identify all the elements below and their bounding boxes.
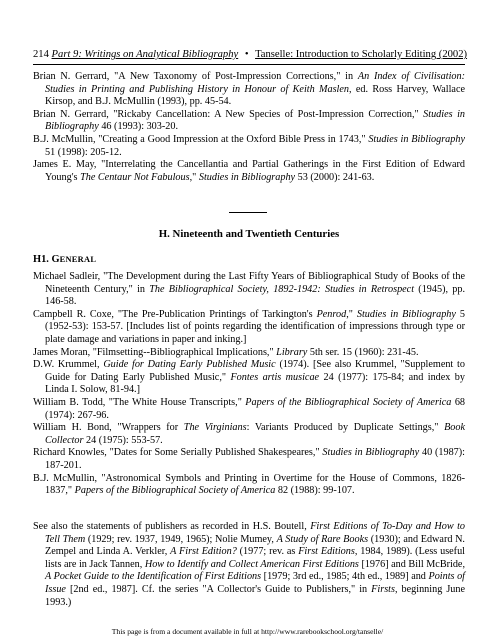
- header-bullet: •: [244, 49, 249, 60]
- bib-entry: B.J. McMullin, "Astronomical Symbols and Printing in Overtime for the House of Commons, 1826-1837," Papers of the Bibliographical Society of America 82 (1988): 99-107.: [33, 472, 465, 497]
- bib-entry: James E. May, "Interrelating the Cancellantia and Partial Gatherings in the First Edition of Edward Young's The Centaur Not Fabulous," Studies in Bibliography 53 (2000): 241-63.: [33, 159, 465, 183]
- see-also-paragraph: [33, 521, 465, 609]
- bib-entry: D.W. Krummel, Guide for Dating Early Published Music (1974). [See also Krummel, "Supplement to Guide for Dating Early Published Music," Fontes artis musicae 24 (1977): 175-84; and index by Linda I. Solow, 81-94.]: [33, 359, 465, 396]
- bib-entry: William H. Bond, "Wrappers for The Virginians: Variants Produced by Duplicate Settings," Book Collector 24 (1975): 553-57.: [33, 422, 465, 446]
- bib-entry: Richard Knowles, "Dates for Some Serially Published Shakespeares," Studies in Bibliography 40 (1987): 187-201.: [33, 447, 465, 471]
- subsection-heading: H1. GENERAL: [33, 254, 97, 265]
- bib-entry: Campbell R. Coxe, "The Pre-Publication Printings of Tarkington's Penrod," Studies in Bibliography 5 (1952-53): 153-57. [Includes list of points regarding the identification of impressions through type or plate damage and variations in paper and inking.]: [33, 308, 465, 345]
- bib-entry: B.J. McMullin, "Creating a Good Impression at the Oxford Bible Press in 1743," Studies in Bibliography 51 (1998): 205-12.: [33, 133, 465, 158]
- source-footer: This page is from a document available in full at http://www.rarebookschool.org/tanselle/: [111, 627, 384, 636]
- book-title: Tanselle: Introduction to Scholarly Editing (2002): [255, 49, 468, 60]
- bib-note: See also the statements of publishers as recorded in H.S. Boutell, First Editions of To-Day and How to Tell Them (1929; rev. 1937, 1949, 1965); Nolie Mumey, A Study of Rare Books (1930); and Edward N. Zempel and Linda A. Verkler, A First Edition? (1977; rev. as First Editions, 1984, 1989). (Less useful lists are in Jack Tannen, How to Identify and Collect American First Editions [1976] and Bill McBride, A Pocket Guide to the Identification of First Editions [1979; 3rd ed., 1985; 4th ed., 1989] and Points of Issue [2nd ed., 1987]. Cf. the series "A Collector's Guide to Publishers," in Firsts, beginning June 1993.): [33, 521, 466, 608]
- bibliography-list-top: [33, 71, 465, 184]
- section-heading: H. Nineteenth and Twentieth Centuries: [158, 228, 340, 240]
- bib-entry: Brian N. Gerrard, "A New Taxonomy of Post-Impression Corrections," in An Index of Civilisation: Studies in Printing and Publishing History in Honour of Keith Maslen, ed. Ross Harvey, Wallace Kirsop, and B.J. McMullin (1993), pp. 45-54.: [33, 71, 465, 108]
- running-header: [33, 48, 468, 61]
- header-rule: [33, 64, 465, 65]
- section-divider: [229, 212, 267, 213]
- part-title: Part 9: Writings on Analytical Bibliography: [51, 49, 239, 60]
- page-number: 214: [33, 49, 49, 60]
- bib-entry: William B. Todd, "The White House Transcripts," Papers of the Bibliographical Society of America 68 (1974): 267-96.: [33, 396, 466, 421]
- bib-entry: Michael Sadleir, "The Development during the Last Fifty Years of Bibliographical Study of Books of the Nineteenth Century," in The Bibliographical Society, 1892-1942: Studies in Retrospect (1945), pp. 146-58.: [33, 271, 465, 308]
- bib-entry: Brian N. Gerrard, "Rickaby Cancellation: A New Species of Post-Impression Correction," Studies in Bibliography 46 (1993): 303-20.: [33, 108, 465, 133]
- bibliography-list-h1: [33, 271, 465, 498]
- bib-entry: James Moran, "Filmsetting--Bibliographical Implications," Library 5th ser. 15 (1960): 231-45.: [33, 346, 419, 358]
